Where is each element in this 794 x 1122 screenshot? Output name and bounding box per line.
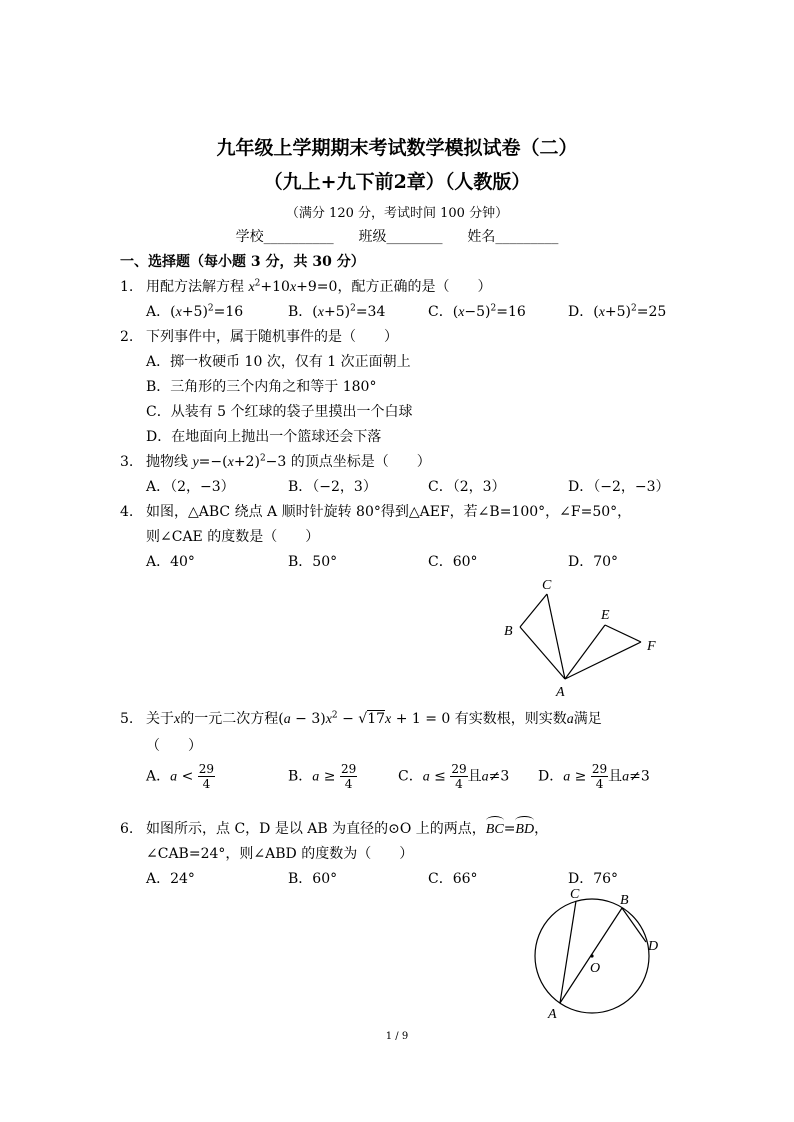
q2-option-d[interactable]: D．在地面向上抛出一个篮球还会下落 (146, 429, 382, 445)
q6-option-d[interactable]: D．76° (568, 871, 619, 887)
label-a: A (556, 685, 565, 700)
label-o: O (590, 961, 601, 976)
q6-option-b[interactable]: B．60° (288, 871, 338, 887)
q1-option-b[interactable]: B．$(x+5)^2=34$ (288, 303, 386, 320)
q6-option-a[interactable]: A．24° (146, 871, 195, 887)
page-title: 九年级上学期期末考试数学模拟试卷（二） (216, 137, 578, 159)
triangle-rotation-figure (495, 572, 670, 702)
q5-option-a[interactable]: A．a < $\frac{29}{4}$ (146, 762, 215, 791)
label-f: F (647, 639, 656, 654)
q2-option-c[interactable]: C．从装有 5 个红球的袋子里摸出一个白球 (146, 404, 413, 420)
q5-option-b[interactable]: B．a ≥ $\frac{29}{4}$ (288, 762, 357, 791)
q4-option-b[interactable]: B．50° (288, 554, 338, 570)
label-e: E (601, 608, 610, 623)
label-c: C (570, 887, 580, 902)
segment-ea (565, 625, 605, 679)
circle-figure (520, 886, 670, 1026)
question-5-paren: （ ） (146, 738, 202, 754)
q3-option-d[interactable]: D．（−2，−3） (568, 479, 670, 495)
center-o-point (590, 954, 593, 957)
label-d: D (648, 939, 659, 954)
segment-ef (605, 625, 641, 642)
question-2: 2. 下列事件中，属于随机事件的是（ ） (120, 329, 398, 345)
q5-option-d[interactable]: D．a ≥ $\frac{29}{4}$ 且a≠3 (538, 762, 650, 791)
section-heading: 一、选择题（每小题 3 分，共 30 分） (120, 254, 365, 270)
question-5: 5. 关于x的一元二次方程$(a - 3)x^2 - √17x + 1 = 0$ 有实数根，则实数a满足 (120, 710, 602, 727)
q1-option-a[interactable]: A．$(x+5)^2=16$ (146, 303, 244, 320)
label-b: B (620, 893, 629, 908)
q2-option-b[interactable]: B．三角形的三个内角之和等于 180° (146, 379, 377, 395)
q3-option-b[interactable]: B．（−2，3） (288, 479, 377, 495)
exam-note: （满分 120 分，考试时间 100 分钟） (285, 206, 509, 221)
label-a: A (548, 1007, 557, 1022)
segment-bc (520, 594, 547, 627)
q2-option-a[interactable]: A．掷一枚硬币 10 次，仅有 1 次正面朝上 (146, 354, 411, 370)
q3-option-c[interactable]: C．（2，3） (428, 479, 506, 495)
question-6: 6. 如图所示，点 C，D 是以 AB 为直径的⊙O 上的两点，BC=BD， (120, 821, 549, 837)
question-1: 1. 用配方法解方程 $x^2+10x+9=0$，配方正确的是（ ） (120, 278, 492, 295)
segment-fa (565, 642, 641, 679)
chord-bd (622, 908, 646, 942)
label-c: C (542, 578, 552, 593)
q5-option-c[interactable]: C．a ≤ $\frac{29}{4}$ 且a≠3 (398, 762, 510, 791)
q1-option-d[interactable]: D．$(x+5)^2=25$ (568, 303, 667, 320)
page-number: 1 / 9 (385, 1031, 409, 1042)
question-4-line2: 则∠CAE 的度数是（ ） (146, 529, 320, 545)
q4-option-a[interactable]: A．40° (146, 554, 195, 570)
name-field[interactable]: 姓名_________ (467, 229, 559, 245)
segment-ca (547, 594, 565, 679)
label-b: B (504, 624, 513, 639)
q6-option-c[interactable]: C．66° (428, 871, 478, 887)
page-subtitle: （九上+九下前2章）（人教版） (263, 171, 531, 193)
question-6-line2: ∠CAB=24°，则∠ABD 的度数为（ ） (146, 846, 414, 862)
q3-option-a[interactable]: A．（2，−3） (146, 479, 235, 495)
q4-option-d[interactable]: D．70° (568, 554, 619, 570)
chord-ac (560, 901, 576, 1003)
segment-ba (520, 627, 565, 679)
q1-option-c[interactable]: C．$(x-5)^2=16$ (428, 303, 526, 320)
question-4: 4. 如图，△ABC 绕点 A 顺时针旋转 80°得到△AEF，若∠B=100°，∠F=50°， (120, 504, 632, 520)
student-info (0, 226, 794, 246)
class-field[interactable]: 班级________ (358, 229, 443, 245)
question-3: 3. 抛物线 $y=-(x+2)^2-3$ 的顶点坐标是（ ） (120, 453, 431, 470)
school-field[interactable]: 学校__________ (235, 229, 334, 245)
q4-option-c[interactable]: C．60° (428, 554, 478, 570)
